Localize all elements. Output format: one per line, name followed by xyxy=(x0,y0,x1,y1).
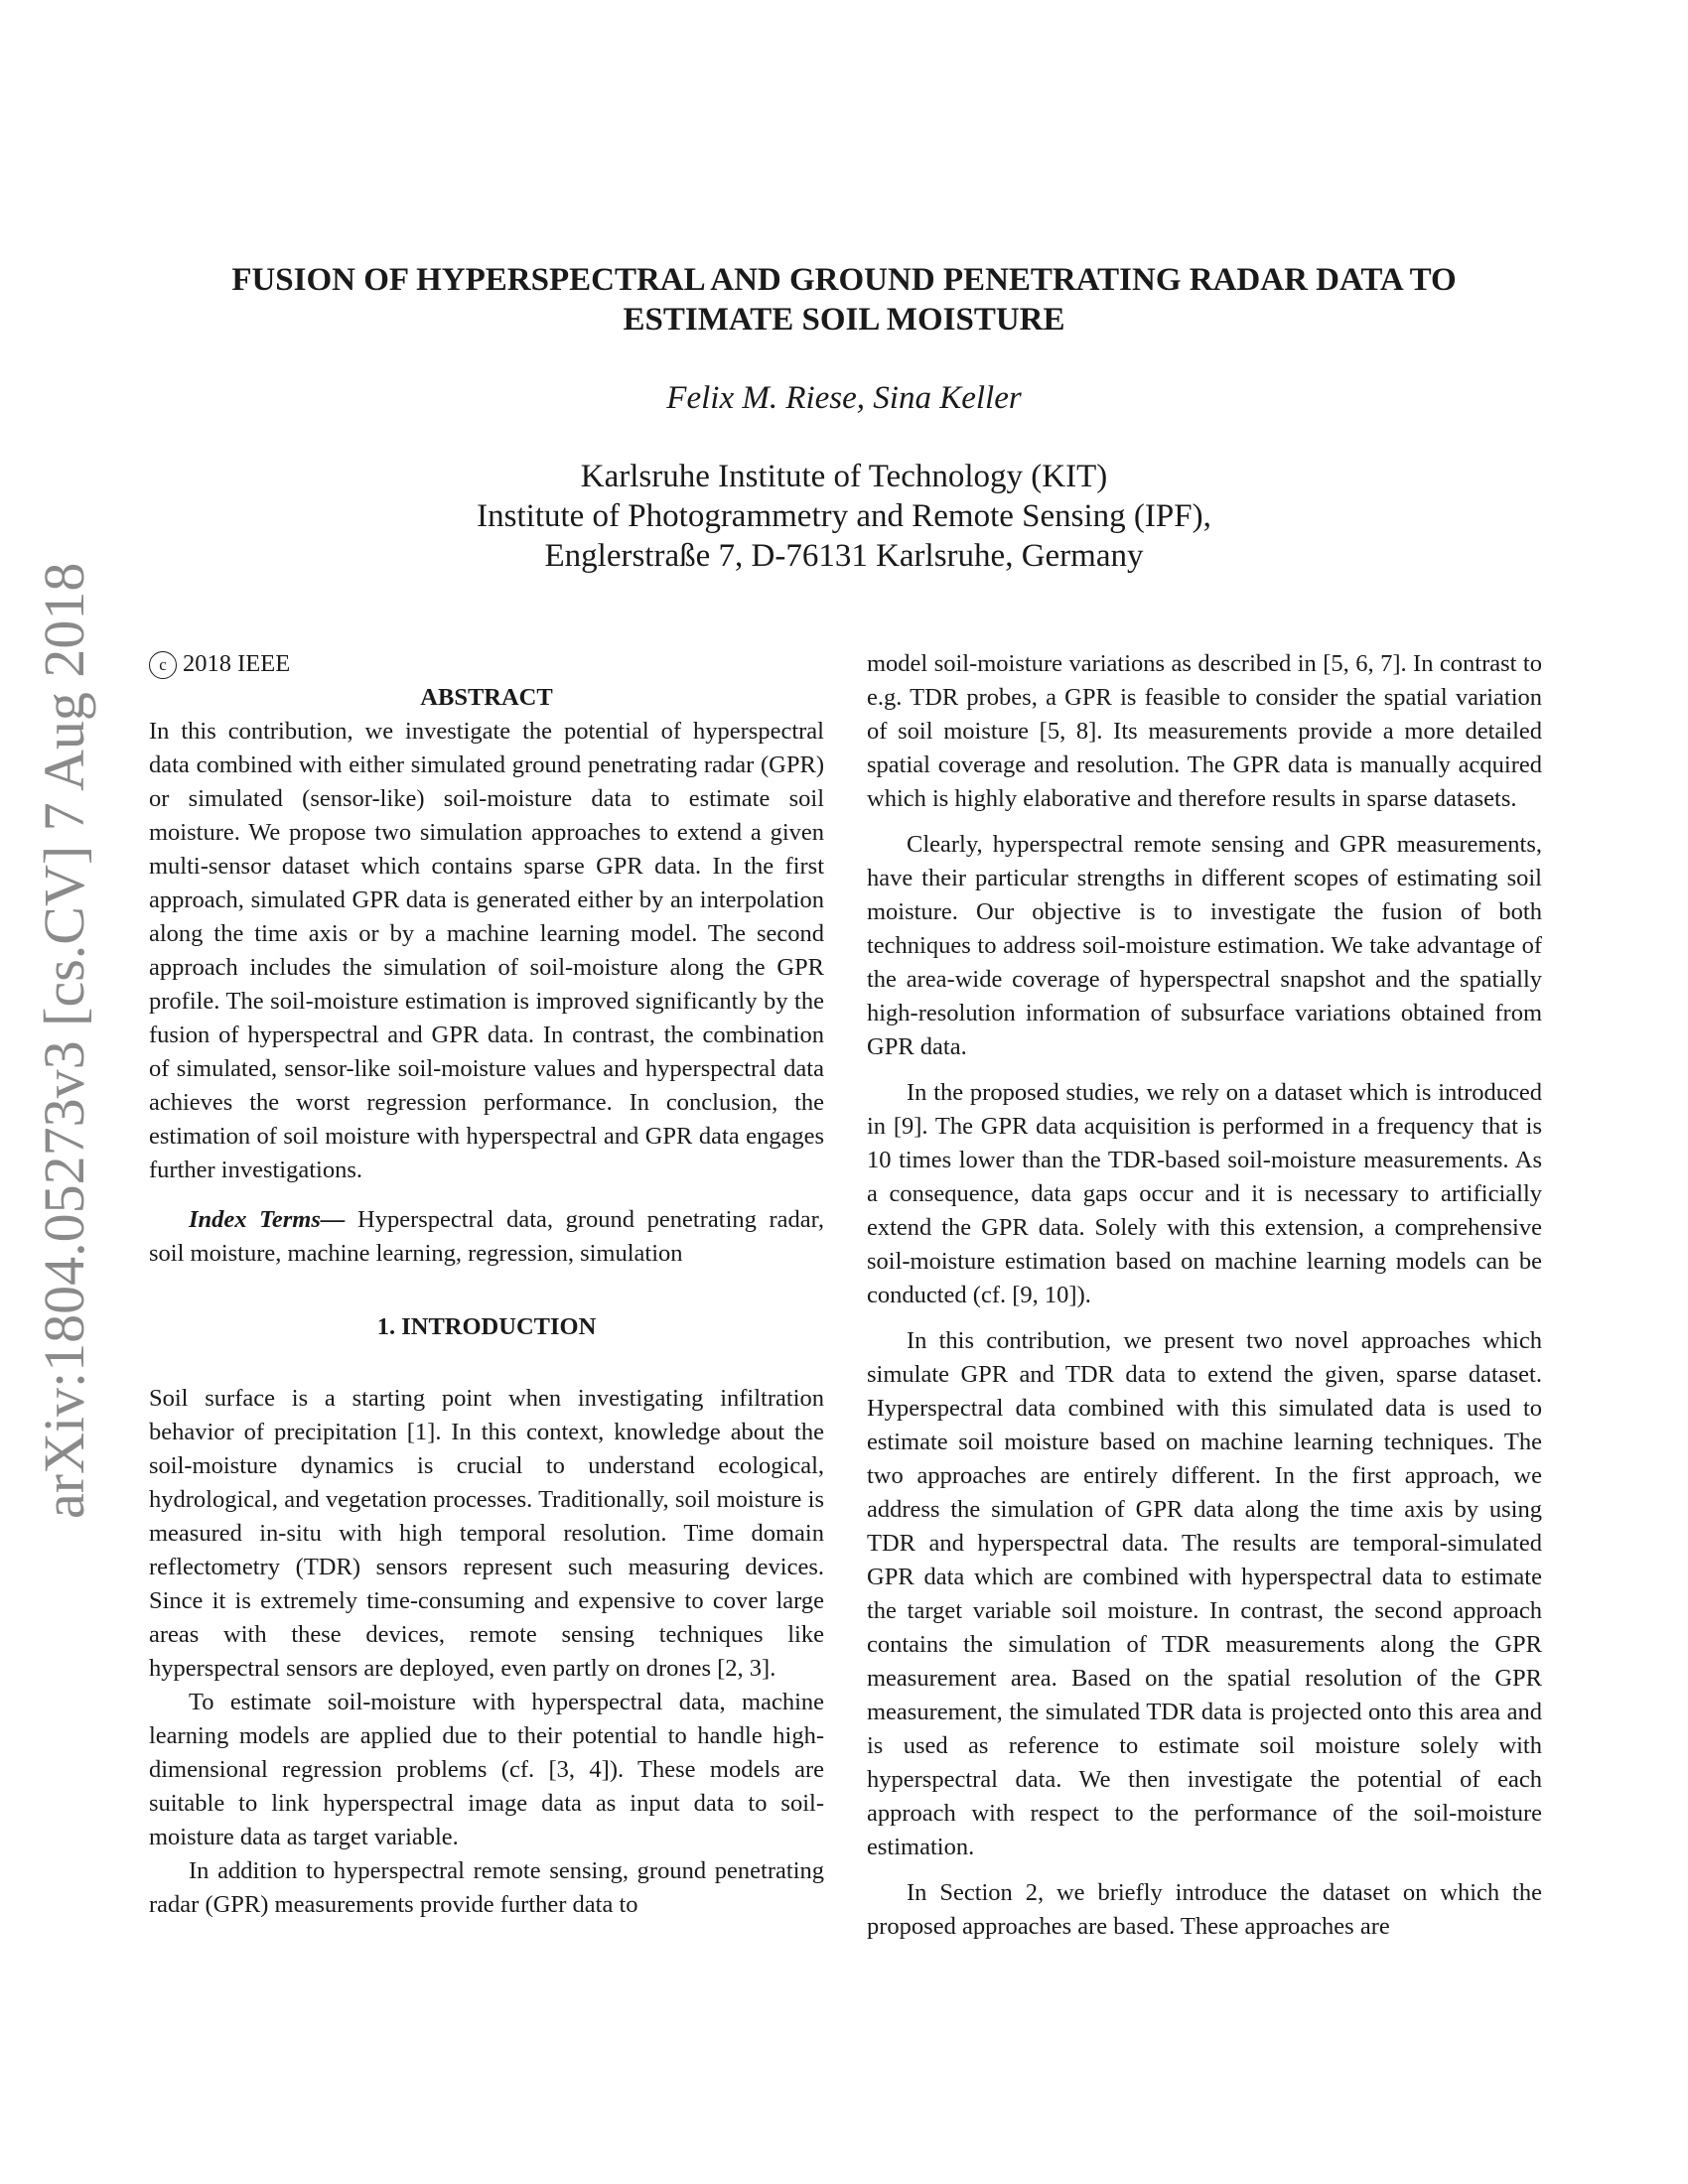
affiliation-block xyxy=(149,457,1539,576)
copyright-text: 2018 IEEE xyxy=(183,650,291,677)
abstract-heading: ABSTRACT xyxy=(420,684,553,711)
intro-paragraph-3: In addition to hyperspectral remote sensing, ground penetrating radar (GPR) measurements provide further data to xyxy=(149,1857,824,1918)
intro-paragraph-continued: model soil-moisture variations as described in [5, 6, 7]. In contrast to e.g. TDR probes, a GPR is feasible to consider the spatial variation of soil moisture [5, 8]. Its measurements provide a more detailed spatial coverage and resolution. The GPR data is manually acquired which is highly elaborative and therefore results in sparse datasets. xyxy=(867,650,1542,812)
affiliation-line-3: Englerstraße 7, D-76131 Karlsruhe, Germany xyxy=(544,538,1144,574)
abstract-body: In this contribution, we investigate the potential of hyperspectral data combined with either simulated ground penetrating radar (GPR) or simulated (sensor-like) soil-moisture data to estimate soil moisture. We propose two simulation approaches to extend a given multi-sensor dataset which contains sparse GPR data. In the first approach, simulated GPR data is generated either by an interpolation along the time axis or by a machine learning model. The second approach includes the simulation of soil-moisture along the GPR profile. The soil-moisture estimation is improved significantly by the fusion of hyperspectral and GPR data. In contrast, the combination of simulated, sensor-like soil-moisture values and hyperspectral data achieves the worst regression performance. In conclusion, the estimation of soil moisture with hyperspectral and GPR data engages further investigations. xyxy=(149,718,824,1183)
right-column xyxy=(867,647,1542,1944)
intro-paragraph-7: In Section 2, we briefly introduce the dataset on which the proposed approaches are based. These approaches are xyxy=(867,1879,1542,1940)
copyright-icon: c xyxy=(149,651,177,679)
intro-paragraph-6: In this contribution, we present two novel approaches which simulate GPR and TDR data to extend the given, sparse dataset. Hyperspectral data combined with this simulated data is used to estimate soil moisture based on machine learning techniques. The two approaches are entirely different. In the first approach, we address the simulation of GPR data along the time axis by using TDR and hyperspectral data. The results are temporal-simulated GPR data which are combined with hyperspectral data to estimate the target variable soil moisture. In contrast, the second approach contains the simulation of TDR measurements along the GPR measurement area. Based on the spatial resolution of the GPR measurement, the simulated TDR data is projected onto this area and is used as reference to estimate soil moisture solely with hyperspectral data. We then investigate the potential of each approach with respect to the performance of the soil-moisture estimation. xyxy=(867,1327,1542,1860)
author-list: Felix M. Riese, Sina Keller xyxy=(666,380,1022,416)
intro-paragraph-1: Soil surface is a starting point when investigating infiltration behavior of precipitation [1]. In this context, knowledge about the soil-moisture dynamics is crucial to understand ecological, hydrological, and vegetation processes. Traditionally, soil moisture is measured in-situ with high temporal resolution. Time domain reflectometry (TDR) sensors represent such measuring devices. Since it is extremely time-consuming and expensive to cover large areas with these devices, remote sensing techniques like hyperspectral sensors are deployed, even partly on drones [2, 3]. xyxy=(149,1385,824,1682)
intro-paragraph-5: In the proposed studies, we rely on a dataset which is introduced in [9]. The GPR data acquisition is performed in a frequency that is 10 times lower than the TDR-based soil-moisture measurements. As a consequence, data gaps occur and it is necessary to artificially extend the GPR data. Solely with this extension, a comprehensive soil-moisture estimation based on machine learning models can be conducted (cf. [9, 10]). xyxy=(867,1079,1542,1308)
title-line-1: FUSION OF HYPERSPECTRAL AND GROUND PENETRATING RADAR DATA TO xyxy=(231,262,1457,298)
index-terms xyxy=(149,1203,824,1271)
left-column xyxy=(149,647,824,1922)
paper-title xyxy=(149,260,1539,340)
section-heading-introduction: 1. INTRODUCTION xyxy=(376,1313,597,1340)
affiliation-line-2: Institute of Photogrammetry and Remote Sensing (IPF), xyxy=(477,498,1211,534)
copyright-notice xyxy=(149,647,824,681)
arxiv-identifier-stamp: arXiv:1804.05273v3 [cs.CV] 7 Aug 2018 xyxy=(32,562,96,1519)
affiliation-line-1: Karlsruhe Institute of Technology (KIT) xyxy=(580,459,1108,494)
title-line-2: ESTIMATE SOIL MOISTURE xyxy=(623,302,1065,338)
intro-paragraph-4: Clearly, hyperspectral remote sensing and GPR measurements, have their particular strengths in different scopes of estimating soil moisture. Our objective is to investigate the fusion of both techniques to address soil-moisture estimation. We take advantage of the area-wide coverage of hyperspectral snapshot and the spatially high-resolution information of subsurface variations obtained from GPR data. xyxy=(867,831,1542,1060)
index-terms-label: Index Terms— xyxy=(189,1206,346,1233)
index-terms-text: Hyperspectral data, ground penetrating radar, soil moisture, machine learning, regression, simulation xyxy=(149,1206,824,1267)
intro-paragraph-2: To estimate soil-moisture with hyperspectral data, machine learning models are applied due to their potential to handle high-dimensional regression problems (cf. [3, 4]). These models are suitable to link hyperspectral image data as input data to soil-moisture data as target variable. xyxy=(149,1689,824,1850)
